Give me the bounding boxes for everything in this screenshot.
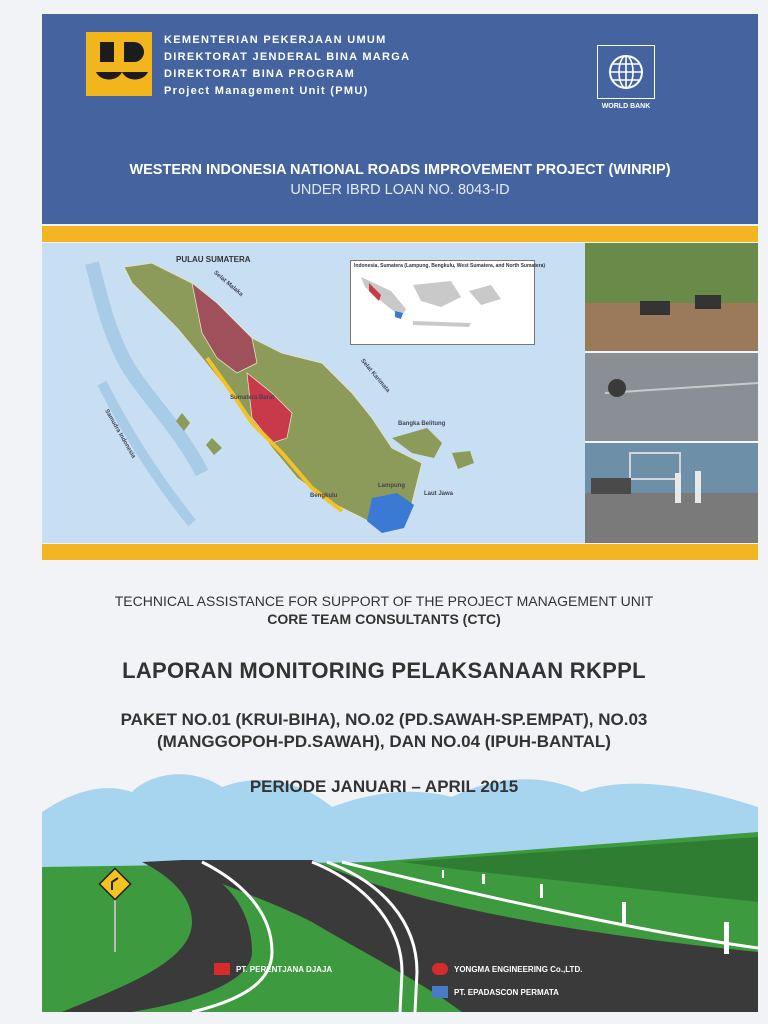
label-laut-jawa: Laut Jawa [424,491,454,497]
yongma-logo-icon [432,963,448,975]
map-title: PULAU SUMATERA [176,255,251,264]
ta-line-1: TECHNICAL ASSISTANCE FOR SUPPORT OF THE PROJECT MANAGEMENT UNIT [114,593,654,609]
globe-icon [597,45,655,99]
map-inset [350,260,546,345]
pu-logo [86,32,152,96]
perentjana-logo-icon [214,963,230,975]
label-samudra-indonesia: Samudra Indonesia [103,408,137,460]
photo-strip [585,243,758,543]
world-bank-label: WORLD BANK [601,103,651,110]
ministry-line-2: DIREKTORAT JENDERAL BINA MARGA [164,51,411,63]
label-bangka-belitung: Bangka Belitung [398,421,446,427]
company-3-name: PT. EPADASCON PERMATA [454,987,559,997]
inset-title: Indonesia, Sumatera (Lampung, Bengkulu, West Sumatera, and North Sumatera) [354,263,546,269]
world-bank-logo [596,45,656,115]
company-perentjana-djaja [214,963,332,975]
ministry-line-3: DIREKTORAT BINA PROGRAM [164,68,356,80]
company-1-name: PT. PERENTJANA DJAJA [236,964,333,974]
ministry-line-4: Project Management Unit (PMU) [164,85,369,97]
paket-line-1: PAKET NO.01 (KRUI-BIHA), NO.02 (PD.SAWAH-SP.EMPAT), NO.03 [120,710,648,729]
stripe-bottom [42,544,758,560]
ta-line-2: CORE TEAM CONSULTANTS (CTC) [267,611,501,627]
company-epadascon [432,986,559,998]
stripe-top [42,226,758,242]
report-title: LAPORAN MONITORING PELAKSANAAN RKPPL [122,658,646,683]
project-title: WESTERN INDONESIA NATIONAL ROADS IMPROVEMENT PROJECT (WINRIP) [129,162,671,178]
ministry-line-1: KEMENTERIAN PEKERJAAN UMUM [164,34,387,46]
company-2-name: YONGMA ENGINEERING Co.,LTD. [454,964,583,974]
sumatera-map [42,243,585,543]
loan-line: UNDER IBRD LOAN NO. 8043-ID [290,182,510,198]
label-bengkulu: Bengkulu [310,493,338,499]
label-selat-karimata: Selat Karimata [359,358,391,394]
company-yongma [432,963,582,975]
label-sumatera-barat: Sumatera Barat [230,395,275,401]
ministry-block [164,32,410,100]
epadascon-logo-icon [432,986,448,998]
label-selat-malaka: Selat Malaka [212,270,244,298]
label-lampung: Lampung [378,483,405,489]
paket-line-2: (MANGGOPOH-PD.SAWAH), DAN NO.04 (IPUH-BANTAL) [157,732,611,751]
report-period: PERIODE JANUARI – APRIL 2015 [249,777,519,796]
road-photos [585,243,758,543]
